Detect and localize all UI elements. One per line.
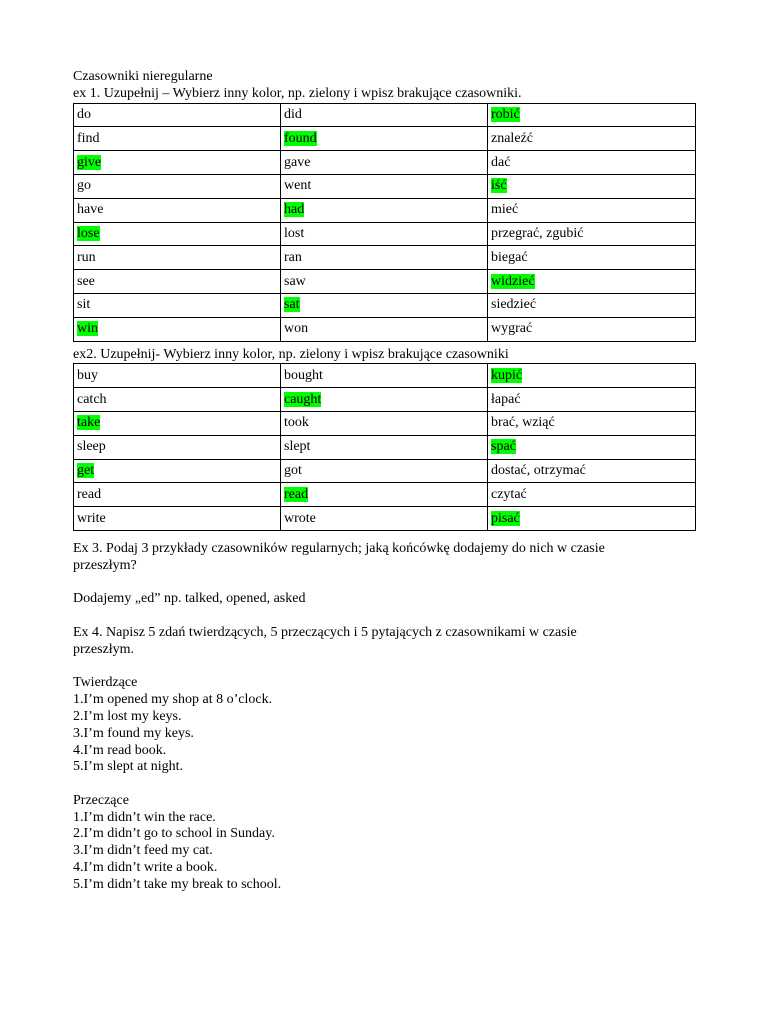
ex1-cell-translation [488, 174, 696, 198]
ex1-cell-base-form [74, 317, 281, 341]
ex2-cell-base-form [74, 388, 281, 412]
verb-text: buy [77, 367, 98, 383]
verb-text: won [284, 321, 309, 337]
verb-text: mieć [491, 202, 519, 218]
ex2-cell-past-form [281, 459, 488, 483]
verb-text: write [77, 510, 106, 526]
ex1-cell-translation [488, 246, 696, 270]
highlighted-verb: robić [491, 106, 520, 122]
ex1-cell-translation [488, 127, 696, 151]
highlighted-verb: widzieć [491, 273, 535, 289]
highlighted-verb: sat [284, 297, 300, 313]
verb-text: run [77, 249, 96, 265]
verb-text: biegać [491, 249, 528, 265]
highlighted-verb: get [77, 462, 95, 478]
verb-text: took [284, 415, 309, 431]
verb-text: dostać, otrzymać [491, 462, 586, 478]
ex2-verb-table [73, 363, 696, 531]
verb-text: znaleźć [491, 130, 533, 146]
ex1-cell-base-form [74, 270, 281, 294]
ex1-cell-past-form [281, 151, 488, 175]
ex1-cell-base-form [74, 222, 281, 246]
ex2-cell-translation [488, 459, 696, 483]
highlighted-verb: had [284, 202, 305, 218]
verb-text: have [77, 202, 104, 218]
ex1-cell-base-form [74, 293, 281, 317]
ex2-cell-past-form [281, 483, 488, 507]
highlighted-verb: found [284, 130, 317, 146]
ex2-cell-past-form [281, 388, 488, 412]
verb-text: went [284, 178, 312, 194]
verb-text: read [77, 486, 102, 502]
ex2-cell-translation [488, 483, 696, 507]
ex1-cell-past-form [281, 127, 488, 151]
ex2-cell-past-form [281, 411, 488, 435]
ex2-cell-base-form [74, 459, 281, 483]
ex1-cell-translation [488, 151, 696, 175]
verb-text: przegrać, zgubić [491, 225, 584, 241]
highlighted-verb: caught [284, 391, 322, 407]
ex1-table-row [74, 293, 696, 317]
ex3-answer: Dodajemy „ed” np. talked, opened, asked [73, 591, 306, 607]
ex2-cell-past-form [281, 507, 488, 531]
ex1-cell-translation [488, 103, 696, 127]
verb-text: see [77, 273, 95, 289]
highlighted-verb: read [284, 486, 309, 502]
ex2-cell-past-form [281, 364, 488, 388]
ex2-cell-base-form [74, 507, 281, 531]
ex1-cell-past-form [281, 174, 488, 198]
ex1-cell-past-form [281, 222, 488, 246]
ex1-verb-table [73, 103, 696, 342]
verb-text: sleep [77, 439, 106, 455]
ex4-question-line-2: przeszłym. [73, 641, 135, 657]
ex1-table-row [74, 198, 696, 222]
ex1-cell-base-form [74, 198, 281, 222]
verb-text: do [77, 106, 91, 122]
ex1-table-row [74, 222, 696, 246]
ex3-question-line-1: Ex 3. Podaj 3 przykłady czasowników regularnych; jaką końcówkę dodajemy do nich w czasie [73, 540, 605, 556]
ex1-table-row [74, 270, 696, 294]
highlighted-verb: lose [77, 225, 100, 241]
ex2-table-row [74, 435, 696, 459]
document-page [73, 69, 695, 894]
ex1-cell-translation [488, 270, 696, 294]
ex2-table-row [74, 507, 696, 531]
document-title: Czasowniki nieregularne [73, 69, 213, 84]
affirmative-sentence: 2.I’m lost my keys. [73, 708, 182, 724]
ex1-cell-past-form [281, 103, 488, 127]
ex1-table-row [74, 174, 696, 198]
highlighted-verb: win [77, 321, 98, 337]
ex1-cell-past-form [281, 270, 488, 294]
ex1-instruction: ex 1. Uzupełnij – Wybierz inny kolor, np. zielony i wpisz brakujące czasowniki. [73, 85, 522, 101]
ex2-table-row [74, 483, 696, 507]
ex1-cell-translation [488, 198, 696, 222]
affirmative-sentence: 4.I’m read book. [73, 742, 167, 758]
ex1-table-row [74, 103, 696, 127]
verb-text: go [77, 178, 91, 194]
ex2-table-row [74, 459, 696, 483]
verb-text: gave [284, 154, 311, 170]
ex1-cell-base-form [74, 127, 281, 151]
ex1-cell-translation [488, 317, 696, 341]
highlighted-verb: spać [491, 439, 516, 455]
negative-sentence: 5.I’m didn’t take my break to school. [73, 876, 282, 892]
ex1-table-row [74, 151, 696, 175]
affirmative-heading: Twierdzące [73, 675, 138, 691]
highlighted-verb: iść [491, 178, 507, 194]
negative-heading: Przeczące [73, 792, 129, 808]
ex1-cell-translation [488, 222, 696, 246]
ex1-table-row [74, 127, 696, 151]
negative-sentence: 2.I’m didn’t go to school in Sunday. [73, 826, 275, 842]
ex2-table-row [74, 364, 696, 388]
ex1-cell-base-form [74, 103, 281, 127]
verb-text: did [284, 106, 302, 122]
verb-text: wrote [284, 510, 316, 526]
verb-text: got [284, 462, 302, 478]
verb-text: brać, wziąć [491, 415, 555, 431]
verb-text: lost [284, 225, 305, 241]
negative-sentence: 1.I’m didn’t win the race. [73, 809, 216, 825]
ex2-cell-base-form [74, 483, 281, 507]
ex2-cell-base-form [74, 364, 281, 388]
verb-text: sit [77, 297, 91, 313]
verb-text: wygrać [491, 321, 533, 337]
verb-text: łapać [491, 391, 521, 407]
ex2-cell-translation [488, 411, 696, 435]
verb-text: siedzieć [491, 297, 537, 313]
ex1-cell-past-form [281, 198, 488, 222]
highlighted-verb: take [77, 415, 101, 431]
affirmative-sentence: 1.I’m opened my shop at 8 o’clock. [73, 692, 273, 708]
affirmative-sentence: 5.I’m slept at night. [73, 759, 184, 775]
verb-text: ran [284, 249, 302, 265]
negative-sentence: 4.I’m didn’t write a book. [73, 860, 218, 876]
ex2-cell-base-form [74, 411, 281, 435]
ex2-cell-translation [488, 388, 696, 412]
highlighted-verb: give [77, 154, 102, 170]
ex2-cell-translation [488, 364, 696, 388]
ex2-instruction: ex2. Uzupełnij- Wybierz inny kolor, np. zielony i wpisz brakujące czasowniki [73, 346, 509, 362]
verb-text: find [77, 130, 100, 146]
ex2-table-row [74, 388, 696, 412]
ex1-cell-past-form [281, 293, 488, 317]
ex1-cell-translation [488, 293, 696, 317]
ex2-cell-base-form [74, 435, 281, 459]
ex1-cell-base-form [74, 174, 281, 198]
ex2-cell-translation [488, 435, 696, 459]
ex1-table-row [74, 317, 696, 341]
highlighted-verb: kupić [491, 367, 523, 383]
ex1-table-row [74, 246, 696, 270]
ex2-cell-past-form [281, 435, 488, 459]
ex1-cell-base-form [74, 151, 281, 175]
ex1-cell-past-form [281, 317, 488, 341]
verb-text: dać [491, 154, 511, 170]
ex3-question-line-2: przeszłym? [73, 557, 137, 573]
verb-text: catch [77, 391, 107, 407]
affirmative-sentence: 3.I’m found my keys. [73, 725, 194, 741]
negative-sentence: 3.I’m didn’t feed my cat. [73, 843, 213, 859]
ex1-cell-past-form [281, 246, 488, 270]
verb-text: saw [284, 273, 306, 289]
ex4-question-line-1: Ex 4. Napisz 5 zdań twierdzących, 5 przeczących i 5 pytających z czasownikami w czasie [73, 624, 577, 640]
verb-text: bought [284, 367, 323, 383]
ex2-table-row [74, 411, 696, 435]
verb-text: slept [284, 439, 311, 455]
highlighted-verb: pisać [491, 510, 520, 526]
ex2-cell-translation [488, 507, 696, 531]
verb-text: czytać [491, 486, 527, 502]
ex1-cell-base-form [74, 246, 281, 270]
